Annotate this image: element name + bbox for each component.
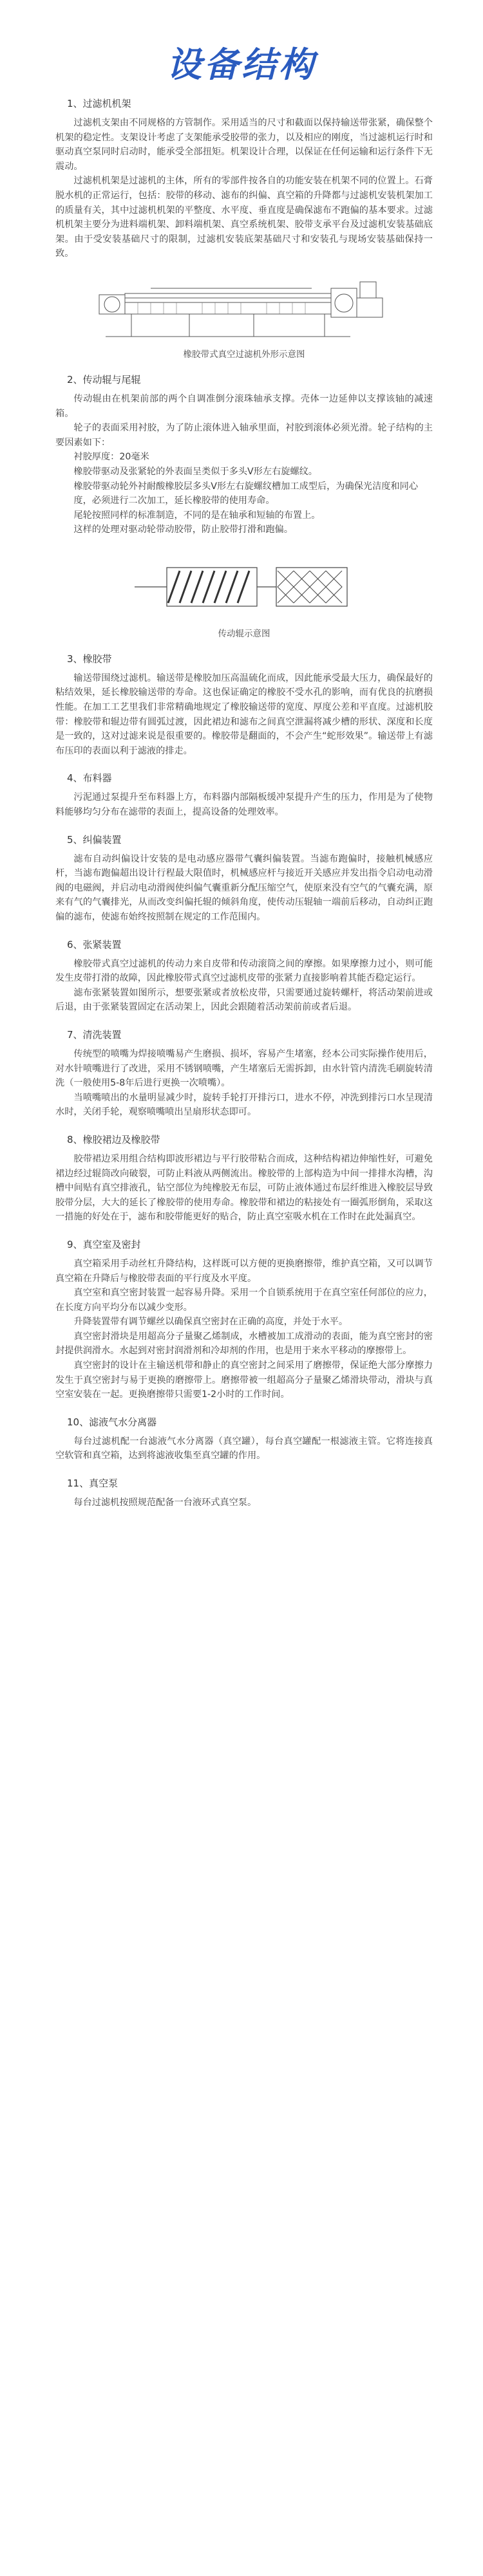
paragraph: 轮子的表面采用衬胶，为了防止滚体进入轴承里面，衬胶到滚体必须光滑。轮子结构的主要因素如下：: [55, 423, 433, 448]
section-heading: 3、橡胶带: [67, 653, 112, 665]
paragraph: 传动辊由在机架前部的两个自调准倒分滚珠轴承支撑。壳体一边延伸以支撑该轴的减速箱。: [55, 393, 433, 419]
section-skirt-belt: [55, 1133, 433, 1225]
paragraph: 真空室和真空密封装置一起容易升降。采用一个自锁系统用于在真空室任何部位的应力，在长度方向平均分布以减少变形。: [55, 1288, 433, 1313]
figure-caption: 橡胶带式真空过滤机外形示意图: [183, 349, 305, 360]
section-separator: [55, 1415, 433, 1463]
content: [0, 71, 483, 1510]
section-heading: 2、传动辊与尾辊: [67, 373, 141, 385]
figure-caption: 传动辊示意图: [218, 628, 270, 639]
paragraph: 滤布自动纠偏设计安装的是电动感应器带气囊纠偏装置。当滤布跑偏时，接触机械感应杆，当滤布跑偏超出设计行程最大限值时，机械感应杆与接近开关感应并发出指令启动电动滑阀的电磁阀，并启动电动滑阀使纠偏气囊重新分配压缩空气，使原来没有空气的气囊充满，原来有气的气囊排光，从而改变纠偏托辊的倾斜角度，使传动压辊轴一端前后移动，自动纠正跑偏的滤布，使滤布始终按照制在规定的工作范围内。: [55, 853, 433, 922]
drive-roller-drawing: [128, 551, 360, 622]
section-deviation-correction: [55, 833, 433, 925]
paragraph: 这样的处理对驱动轮带动胶带，防止胶带打滑和跑偏。: [73, 524, 293, 535]
paragraph: 胶带裙边采用组合结构即波形裙边与平行胶带粘合而成，这种结构裙边伸缩性好，可避免裙边经过辊筒改向破裂，可防止料液从两侧流出。橡胶带的上部构造为中间一排排水沟槽，沟槽中间贴有真空排液孔，钻空部位为纯橡胶无布层，可防止液体通过布层纤维进入橡胶层导致胶带分层，大大的延长了橡胶带的使用寿命。橡胶带和裙边的粘接处有一圈弧形倒角，采取这一措施的好处在于，滤布和胶带能更好的贴合，防止真空室吸水机在工作时在此处漏真空。: [55, 1153, 433, 1223]
section-distributor: [55, 771, 433, 819]
section-drive-roller: [55, 373, 433, 639]
paragraph: 当喷嘴喷出的水量明显减少时，旋转手轮打开排污口，进水不停，冲洗到排污口水呈现清水时，关闭手轮，观察喷嘴喷出呈扇形状态即可。: [55, 1092, 433, 1118]
section-tensioner: [55, 938, 433, 1015]
section-heading: 9、真空室及密封: [67, 1238, 141, 1250]
section-heading: 1、过滤机机架: [67, 98, 131, 109]
section-heading: 5、纠偏装置: [67, 833, 122, 846]
paragraph: 过滤机机架是过滤机的主体，所有的零部件按各自的功能安装在机架不同的位置上。石膏脱水机的正常运行，包括：胶带的移动、滤布的纠偏、真空箱的升降都与过滤机安装机架加工的质量有关，其中过滤机机架的平整度、水平度、垂直度是确保滤布不跑偏的基本要求。过滤机机架主要分为进料端机架、卸料端机架、真空系统机架、胶带支承平台及过滤机安装基础底架。由于受安装基础尺寸的限制，过滤机安装底架基础尺寸和安装孔与现场安装基础保持一致。: [55, 176, 433, 259]
section-heading: 6、张紧装置: [67, 938, 122, 950]
section-frame: [55, 97, 433, 360]
paragraph: 污泥通过泵提升至布料器上方，布料器内部隔板缓冲泵提升产生的压力，作用是为了使物料能够均匀分布在滤带的表面上，提高设备的处理效率。: [55, 792, 433, 818]
section-vacuum-pump: [55, 1476, 433, 1510]
list-item: 橡胶带驱动及张紧轮的外表面呈类似于多头V形左右旋螺纹。: [73, 466, 317, 477]
paragraph: 滤布张紧装置如图所示，想要张紧或者放松皮带，只需要通过旋转螺杆，将活动架前进或后退，由于张紧装置固定在活动架上，因此会跟随着活动架前前或者后退。: [55, 987, 433, 1013]
section-heading: 7、清洗装置: [67, 1028, 122, 1041]
paragraph: 橡胶带式真空过滤机的传动力来自皮带和传动滚筒之间的摩擦。如果摩擦力过小，则可能发生皮带打滑的故障，因此橡胶带式真空过滤机皮带的张紧力直接影响着其能否稳定运行。: [55, 958, 433, 984]
paragraph: 真空箱采用手动丝杠升降结构，这样既可以方便的更换磨擦带，维护真空箱，又可以调节真空箱在升降后与橡胶带表面的平行度及水平度。: [55, 1258, 433, 1284]
drive-roller-figure: [55, 551, 433, 639]
section-heading: 10、滤液气水分离器: [67, 1416, 157, 1428]
paragraph: 每台过滤机按照规范配备一台液环式真空泵。: [73, 1497, 257, 1508]
page-title: 设备结构: [167, 44, 316, 85]
section-heading: 8、橡胶裙边及橡胶带: [67, 1133, 160, 1145]
section-rubber-belt: [55, 652, 433, 759]
section-vacuum-chamber: [55, 1237, 433, 1402]
paragraph: 尾轮按照同样的标准制造，不同的是在轴承和短轴的布置上。: [73, 510, 321, 521]
paragraph: 过滤机支架由不同规格的方管制作。采用适当的尺寸和截面以保持输送带张紧，确保整个机架的稳定性。支架设计考虑了支架能承受胶带的张力，以及相应的刚度，当过滤机运行时和驱动真空泵同时启动时，能承受全部扭矩。机架设计合理，以保证在任何运输和运行条件下无震动。: [55, 118, 433, 172]
paragraph: 传统型的喷嘴为焊接喷嘴易产生磨损、损坏，容易产生堵塞，经本公司实际操作使用后，对水针喷嘴进行了改进，采用不锈钢喷嘴，产生堵塞后无需拆卸，由水针管内清洗毛刷旋转清洗（一般使用5-8年后进行更换一次喷嘴）。: [55, 1048, 433, 1089]
list-item: 衬胶厚度：20毫米: [73, 452, 149, 463]
paragraph: 输送带围绕过滤机。输送带是橡胶加压高温硫化而成，因此能承受最大压力，确保最好的粘结效果，延长橡胶输送带的寿命。这也保证确定的橡胶不受水孔的影响，而有优良的抗磨损性能。在加工工艺里我们非常精确地规定了橡胶输送带的宽度、厚度公差和平直度。过滤机胶带：橡胶带和辊边带有圆弧过渡，因此裙边和滤布之间真空泄漏将减少槽的形状、深度和长度是一致的，这对过滤来说是很重要的。橡胶带是翻面的，不会产生“蛇形效果”。输送带上有滤布压印的表面以利于滤液的排走。: [55, 672, 433, 756]
paragraph: 每台过滤机配一台滤液气水分离器（真空罐），每台真空罐配一根滤液主管。它将连接真空软管和真空箱，达到将滤液收集至真空罐的作用。: [55, 1436, 433, 1461]
paragraph: 升降装置带有调节螺丝以确保真空密封在正确的高度，并处于水平。: [73, 1317, 348, 1328]
section-heading: 11、真空泵: [67, 1478, 118, 1490]
section-heading: 4、布料器: [67, 772, 112, 784]
filter-machine-drawing: [93, 275, 395, 343]
filter-machine-figure: [55, 275, 433, 360]
paragraph: 真空密封的设计在主输送机带和静止的真空密封之间采用了磨擦带，保证绝大部分摩擦力发生于真空密封与易于更换的磨擦带上。磨擦带被一组超高分子量聚乙烯滑块带动，滑块与真空室安装在一起。更换磨擦带只需要1-2小时的工作时间。: [55, 1360, 433, 1400]
paragraph: 真空密封滑块是用超高分子量聚乙烯制成，水槽被加工成滑动的表面，能为真空密封的密封提供润滑水。水起到对密封润滑剂和冷却剂的作用，也是用于来水平移动的摩擦带上。: [55, 1331, 433, 1357]
list-item: 橡胶带驱动轮外衬耐酸橡胶层多头V形左右旋螺纹槽加工成型后，为确保光洁度和同心度，必须进行二次加工，延长橡胶带的使用寿命。: [73, 481, 419, 506]
section-cleaning: [55, 1028, 433, 1120]
